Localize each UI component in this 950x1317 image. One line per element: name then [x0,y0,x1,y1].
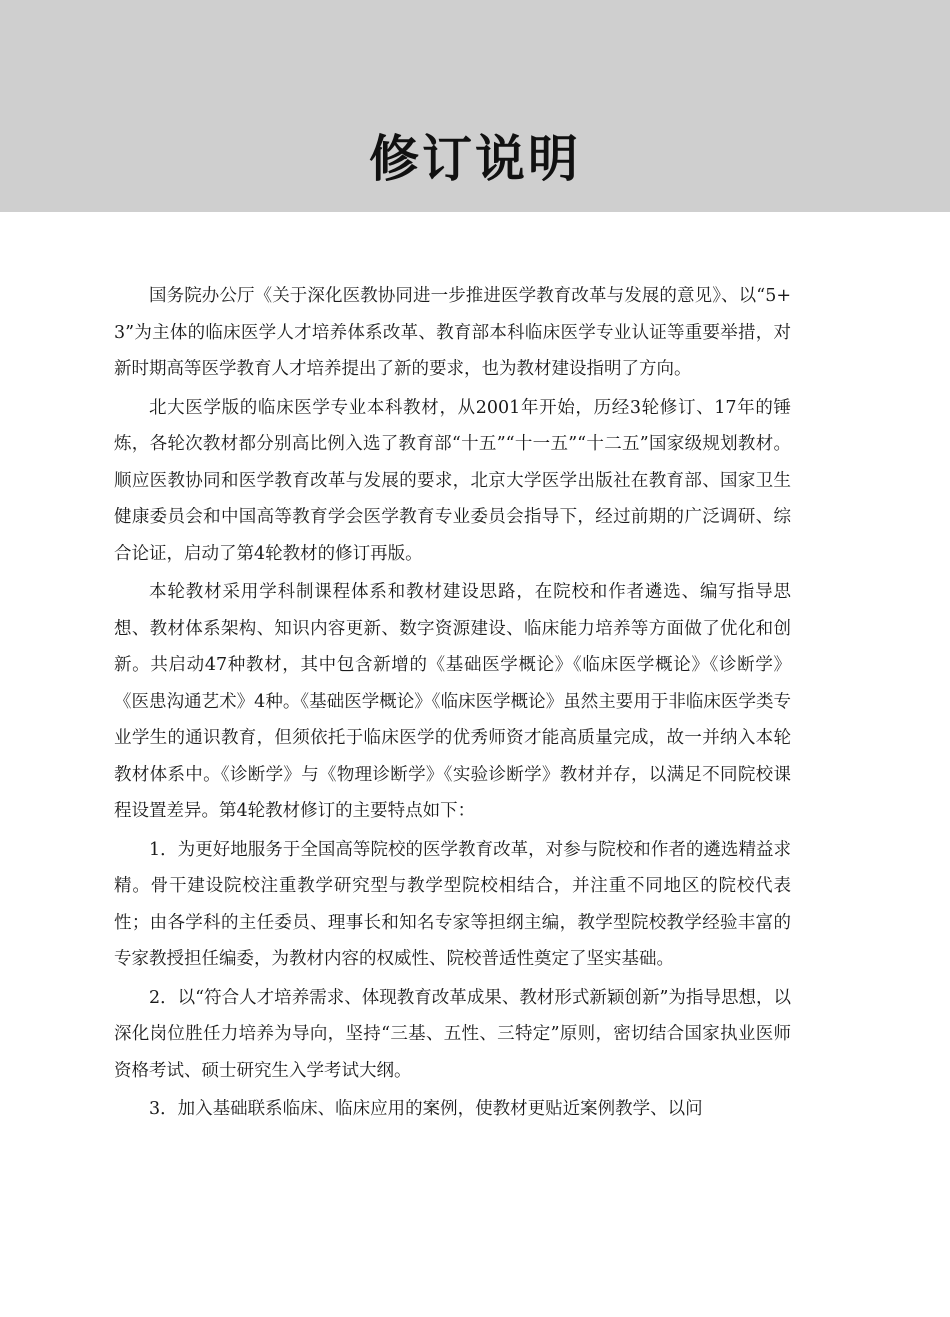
paragraph-feature-3: 3．加入基础联系临床、临床应用的案例，使教材更贴近案例教学、以问 [149,1099,703,1119]
title-banner [0,0,950,212]
page-title: 修订说明 [369,130,581,188]
paragraph-feature-2: 2．以“符合人才培养需求、体现教育改革成果、教材形式新颖创新”为指导思想，以深化岗位胜任力培养为导向，坚持“三基、五性、三特定”原则，密切结合国家执业医师资格考试、硕士研究生入学考试大纲。 [114,987,791,1081]
paragraph-feature-1: 1．为更好地服务于全国高等院校的医学教育改革，对参与院校和作者的遴选精益求精。骨干建设院校注重教学研究型与教学型院校相结合，并注重不同地区的院校代表性；由各学科的主任委员、理事长和知名专家等担纲主编，教学型院校教学经验丰富的专家教授担任编委，为教材内容的权威性、院校普适性奠定了坚实基础。 [114,839,791,969]
body-text [114,278,791,1130]
paragraph-overview: 本轮教材采用学科制课程体系和教材建设思路，在院校和作者遴选、编写指导思想、教材体系架构、知识内容更新、数字资源建设、临床能力培养等方面做了优化和创新。共启动47种教材，其中包含新增的《基础医学概论》《临床医学概论》《诊断学》《医患沟通艺术》4种。《基础医学概论》《临床医学概论》虽然主要用于非临床医学类专业学生的通识教育，但须依托于临床医学的优秀师资才能高质量完成，故一并纳入本轮教材体系中。《诊断学》与《物理诊断学》《实验诊断学》教材并存，以满足不同院校课程设置差异。第4轮教材修订的主要特点如下： [114,582,791,821]
paragraph-intro: 国务院办公厅《关于深化医教协同进一步推进医学教育改革与发展的意见》、以“5+3”为主体的临床医学人才培养体系改革、教育部本科临床医学专业认证等重要举措，对新时期高等医学教育人才培养提出了新的要求，也为教材建设指明了方向。 [114,286,791,379]
paragraph-history: 北大医学版的临床医学专业本科教材，从2001年开始，历经3轮修订、17年的锤炼，各轮次教材都分别高比例入选了教育部“十五”“十一五”“十二五”国家级规划教材。顺应医教协同和医学教育改革与发展的要求，北京大学医学出版社在教育部、国家卫生健康委员会和中国高等教育学会医学教育专业委员会指导下，经过前期的广泛调研、综合论证，启动了第4轮教材的修订再版。 [114,397,791,564]
